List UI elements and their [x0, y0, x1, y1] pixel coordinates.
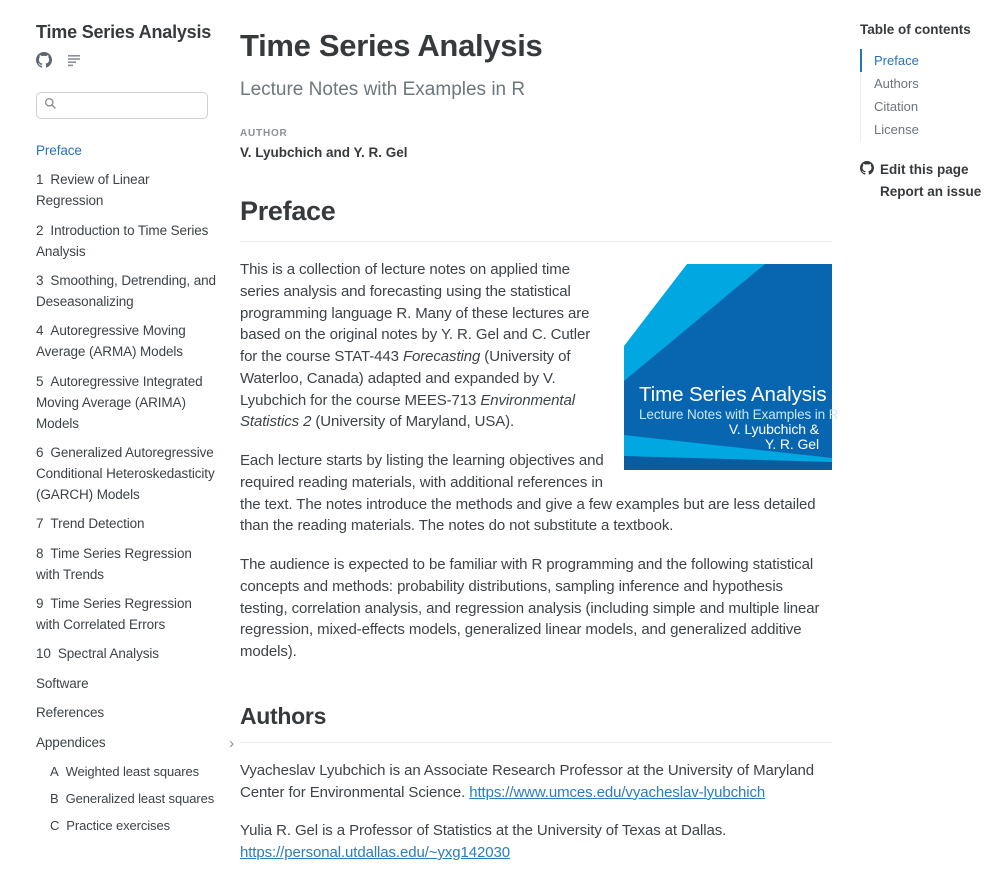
- gel-link[interactable]: https://personal.utdallas.edu/~yxg142030: [240, 844, 510, 861]
- sidebar-item-spectral-analysis[interactable]: [36, 644, 218, 665]
- left-sidebar: [0, 0, 240, 881]
- sidebar-item-time-series-regression[interactable]: [36, 544, 218, 586]
- edit-this-page-link[interactable]: [860, 161, 990, 178]
- sidebar-item-practice-exercises[interactable]: [50, 816, 218, 836]
- book-cover-image: [624, 264, 839, 470]
- chapter-number: 8: [36, 545, 44, 561]
- text-run: (University of Maryland, USA).: [311, 413, 515, 431]
- sidebar-item-label: Trend Detection: [50, 516, 145, 532]
- toc-item-authors[interactable]: Authors: [874, 76, 919, 91]
- github-icon[interactable]: [36, 52, 52, 68]
- sidebar-item-label: Generalized Autoregressive Conditional Heteroskedasticity (GARCH) Models: [36, 445, 215, 502]
- cover-title: Time Series Analysis: [639, 383, 827, 406]
- authors-heading: Authors: [240, 703, 832, 743]
- chapter-number: B: [50, 791, 59, 807]
- report-an-issue-link[interactable]: [860, 184, 990, 199]
- sidebar-item-autoregressive-integrated-moving[interactable]: [36, 372, 218, 435]
- author-value: V. Lyubchich and Y. R. Gel: [240, 145, 408, 160]
- sidebar-item-label: Time Series Regression with Correlated Errors: [36, 596, 192, 633]
- chapter-number: 4: [36, 323, 44, 339]
- text-lines-icon[interactable]: [66, 52, 82, 68]
- sidebar-toolbar: [36, 52, 220, 68]
- edit-this-page-label: Edit this page: [880, 162, 969, 177]
- chapter-number: 6: [36, 445, 44, 461]
- chapter-number: 2: [36, 222, 44, 238]
- author-bio-2: [240, 820, 832, 864]
- cover-author-line2: Y. R. Gel: [764, 436, 819, 453]
- sidebar-nav: [36, 141, 234, 837]
- page-title: Time Series Analysis: [240, 28, 543, 63]
- sidebar-item-trend-detection[interactable]: [36, 514, 218, 535]
- authors-body: [240, 760, 832, 864]
- sidebar-item-references[interactable]: [36, 703, 218, 724]
- sidebar-item-weighted-least-squares[interactable]: [50, 762, 218, 782]
- preface-body: [240, 259, 839, 663]
- toc-item-license[interactable]: License: [874, 122, 919, 137]
- chapter-number: 1: [36, 172, 44, 188]
- sidebar-item-generalized-autoregressive-conditional[interactable]: [36, 443, 218, 506]
- cover-authors: [729, 422, 819, 453]
- chapter-number: 3: [36, 273, 44, 289]
- text-run: (University of Waterloo, Canada) adapted and expanded by V. Lyubchich for the course MEES-713: [240, 348, 571, 409]
- sidebar-item-label: Smoothing, Detrending, and Deseasonalizing: [36, 273, 216, 310]
- sidebar-item-label: Weighted least squares: [65, 764, 199, 780]
- sidebar-item-label: References: [36, 705, 105, 721]
- sidebar-item-label: Autoregressive Integrated Moving Average (ARIMA) Models: [36, 373, 203, 431]
- search-input[interactable]: [62, 97, 200, 114]
- chapter-number: 5: [36, 373, 44, 389]
- toc-links: [860, 161, 990, 199]
- sidebar-item-label: Time Series Regression with Trends: [36, 545, 192, 582]
- italic-text: Environmental Statistics 2: [240, 391, 575, 431]
- main-content: [240, 0, 852, 881]
- search-icon: [44, 97, 57, 115]
- sidebar-item-label: Generalized least squares: [65, 791, 215, 807]
- right-toc: [852, 0, 1000, 881]
- sidebar-item-software[interactable]: [36, 674, 218, 695]
- search-box[interactable]: [36, 92, 208, 119]
- sidebar-item-label: Review of Linear Regression: [36, 172, 150, 209]
- cover-author-line1: V. Lyubchich &: [728, 421, 819, 437]
- sidebar-item-time-series-regression[interactable]: [36, 594, 218, 636]
- sidebar-item-appendices[interactable]: [36, 733, 234, 754]
- toc-title: Table of contents: [860, 22, 971, 37]
- sidebar-item-label: Practice exercises: [66, 818, 170, 834]
- preface-paragraph-3: The audience is expected to be familiar with R programming and the following statistical concepts and methods: probability distributions, sampling inference and hypothesis testing, correlation analysis, and regression analysis (including simple and multiple linear regression, mixed-effects models, generalized linear models, and generalized additive models).: [240, 556, 820, 660]
- sidebar-item-label: Preface: [36, 143, 82, 158]
- report-an-issue-label: Report an issue: [880, 184, 982, 199]
- chapter-number: 10: [36, 646, 51, 662]
- preface-heading: Preface: [240, 196, 832, 242]
- sidebar-item-preface[interactable]: [36, 141, 218, 162]
- chapter-number: C: [50, 818, 60, 834]
- preface-paragraph-2: Each lecture starts by listing the learning objectives and required reading materials, with additional references in the text. The notes introduce the methods and give a few examples but are less detailed than the reading materials. The notes do not substitute a textbook.: [240, 452, 816, 535]
- sidebar-item-label: Software: [36, 675, 89, 691]
- chevron-right-icon[interactable]: ›: [229, 734, 234, 752]
- lyubchich-link[interactable]: https://www.umces.edu/vyacheslav-lyubchich: [469, 783, 766, 801]
- italic-text: Forecasting: [402, 348, 481, 365]
- toc-list: [860, 49, 990, 141]
- sidebar-item-generalized-least-squares[interactable]: [50, 789, 218, 809]
- page-subtitle: Lecture Notes with Examples in R: [240, 79, 526, 100]
- sidebar-item-introduction-to-time[interactable]: [36, 221, 218, 263]
- author-bio-1: [240, 760, 832, 804]
- sidebar-item-label: Autoregressive Moving Average (ARMA) Models: [36, 323, 186, 360]
- toc-item-citation[interactable]: Citation: [874, 99, 919, 114]
- sidebar-item-label: Introduction to Time Series Analysis: [36, 222, 209, 259]
- chapter-number: 7: [36, 516, 44, 532]
- toc-item-preface[interactable]: Preface: [860, 49, 990, 72]
- author-label: AUTHOR: [240, 128, 288, 139]
- cover-subtitle: Lecture Notes with Examples in R: [639, 407, 839, 422]
- chapter-number: 9: [36, 596, 44, 612]
- chapter-number: A: [50, 764, 59, 780]
- sidebar-item-review-of-linear[interactable]: [36, 170, 218, 212]
- text-run: Yulia R. Gel is a Professor of Statistics at the University of Texas at Dallas.: [240, 822, 727, 840]
- book-title-link[interactable]: Time Series Analysis: [36, 22, 212, 42]
- text-run: Vyacheslav Lyubchich is an Associate Research Professor at the University of Maryland Center for Environmental Science.: [240, 761, 814, 801]
- text-run: This is a collection of lecture notes on applied time series analysis and forecasting using the statistical programming language R. Many of these lectures are based on the original notes by Y. R. Gel and C. Cutler for the course STAT-443: [240, 261, 591, 365]
- sidebar-item-label: Appendices: [36, 734, 106, 750]
- sidebar-item-smoothing-detrending-and[interactable]: [36, 271, 218, 313]
- sidebar-item-label: Spectral Analysis: [57, 646, 159, 662]
- sidebar-item-autoregressive-moving-average[interactable]: [36, 321, 218, 363]
- github-icon: [860, 161, 874, 178]
